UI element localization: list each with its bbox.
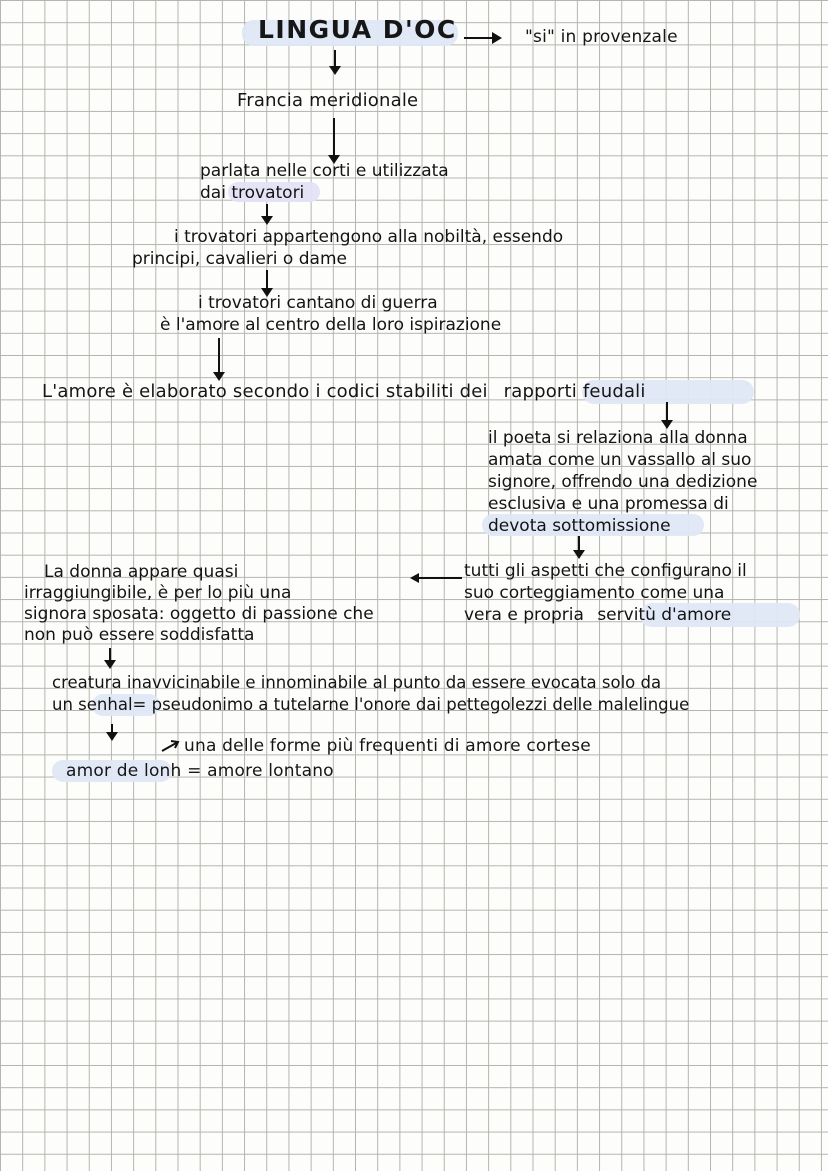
courtship-line-3-prefix: vera e propria [464,605,584,625]
arrow-left-icon [410,573,419,583]
woman-line-3: signora sposata: oggetto di passione che [24,604,374,624]
arrow-down-icon [213,372,225,381]
arrow-down-icon [329,66,341,75]
courtship-line-3 [464,604,747,626]
poet-line-2: amata come un vassallo al suo [488,450,752,470]
poet-line-4: esclusiva e una promessa di [488,494,729,514]
love-codes-highlight: rapporti feudali [503,381,646,402]
arrow-down-icon [573,550,585,559]
songs-line-1: i trovatori cantano di guerra [198,293,438,313]
woman-block [24,562,374,646]
creature-line-1: creatura inavvicinabile e innominabile al punto da essere evocata solo da [52,673,662,692]
songs-block [160,292,501,336]
distant-love-line [66,760,334,782]
arrow-down-icon [106,732,118,741]
region-text: Francia meridionale [237,90,419,111]
arrow-title-meaning [464,37,494,39]
arrow-nobility-songs [266,270,268,290]
creature-line-2-suffix: = pseudonimo a tutelarne l'onore dai pettegolezzi delle malelingue [132,695,690,714]
distant-love-note: una delle forme più frequenti di amore cortese [184,736,591,756]
distant-love-suffix: = amore lontano [187,761,334,781]
spoken-line-2 [200,182,449,204]
woman-line-1: La donna appare quasi [44,562,239,582]
arrow-right-icon [492,32,502,44]
poet-line-3: signore, offrendo una dedizione [488,472,758,492]
courtship-block [464,560,747,626]
arrow-songs-lovecodes [218,338,220,374]
spoken-line-2-highlight: trovatori [231,183,305,203]
love-codes-text [42,381,646,403]
creature-block [52,672,689,716]
arrow-courtship-woman [418,577,462,579]
spoken-block [200,160,449,204]
courtship-line-3-highlight: servitù d'amore [597,605,732,625]
songs-line-2: è l'amore al centro della loro ispirazione [160,315,502,335]
poet-line-1: il poeta si relaziona alla donna [488,428,748,448]
title-meaning: "si" in provenzale [525,27,678,47]
arrow-down-icon [261,216,273,225]
poet-highlight: devota sottomissione [488,516,671,536]
creature-line-2-prefix: un [52,695,73,714]
woman-line-4: non può essere soddisfatta [24,625,255,645]
love-codes-main: L'amore è elaborato secondo i codici stabiliti dei [42,381,488,402]
woman-line-2: irraggiungibile, è per lo più una [24,583,292,603]
courtship-line-2: suo corteggiamento come una [464,583,725,603]
spoken-line-1: parlata nelle corti e utilizzata [200,161,449,181]
arrow-feudal-poet [666,402,668,422]
nobility-line-1: i trovatori appartengono alla nobiltà, essendo [174,227,564,247]
nobility-line-2: principi, cavalieri o dame [132,249,347,269]
nobility-block [132,226,563,270]
poet-block [488,427,757,537]
page-title: LINGUA D'OC [258,15,457,44]
arrow-down-icon [104,660,116,669]
creature-line-2 [52,694,689,716]
courtship-line-1: tutti gli aspetti che configurano il [464,561,747,581]
creature-line-2-highlight: senhal [78,695,133,714]
spoken-line-2-prefix: dai [200,183,226,203]
arrow-region-spoken [333,118,335,158]
distant-love-highlight: amor de lonh [66,761,182,781]
diagonal-arrow-icon [160,738,182,752]
